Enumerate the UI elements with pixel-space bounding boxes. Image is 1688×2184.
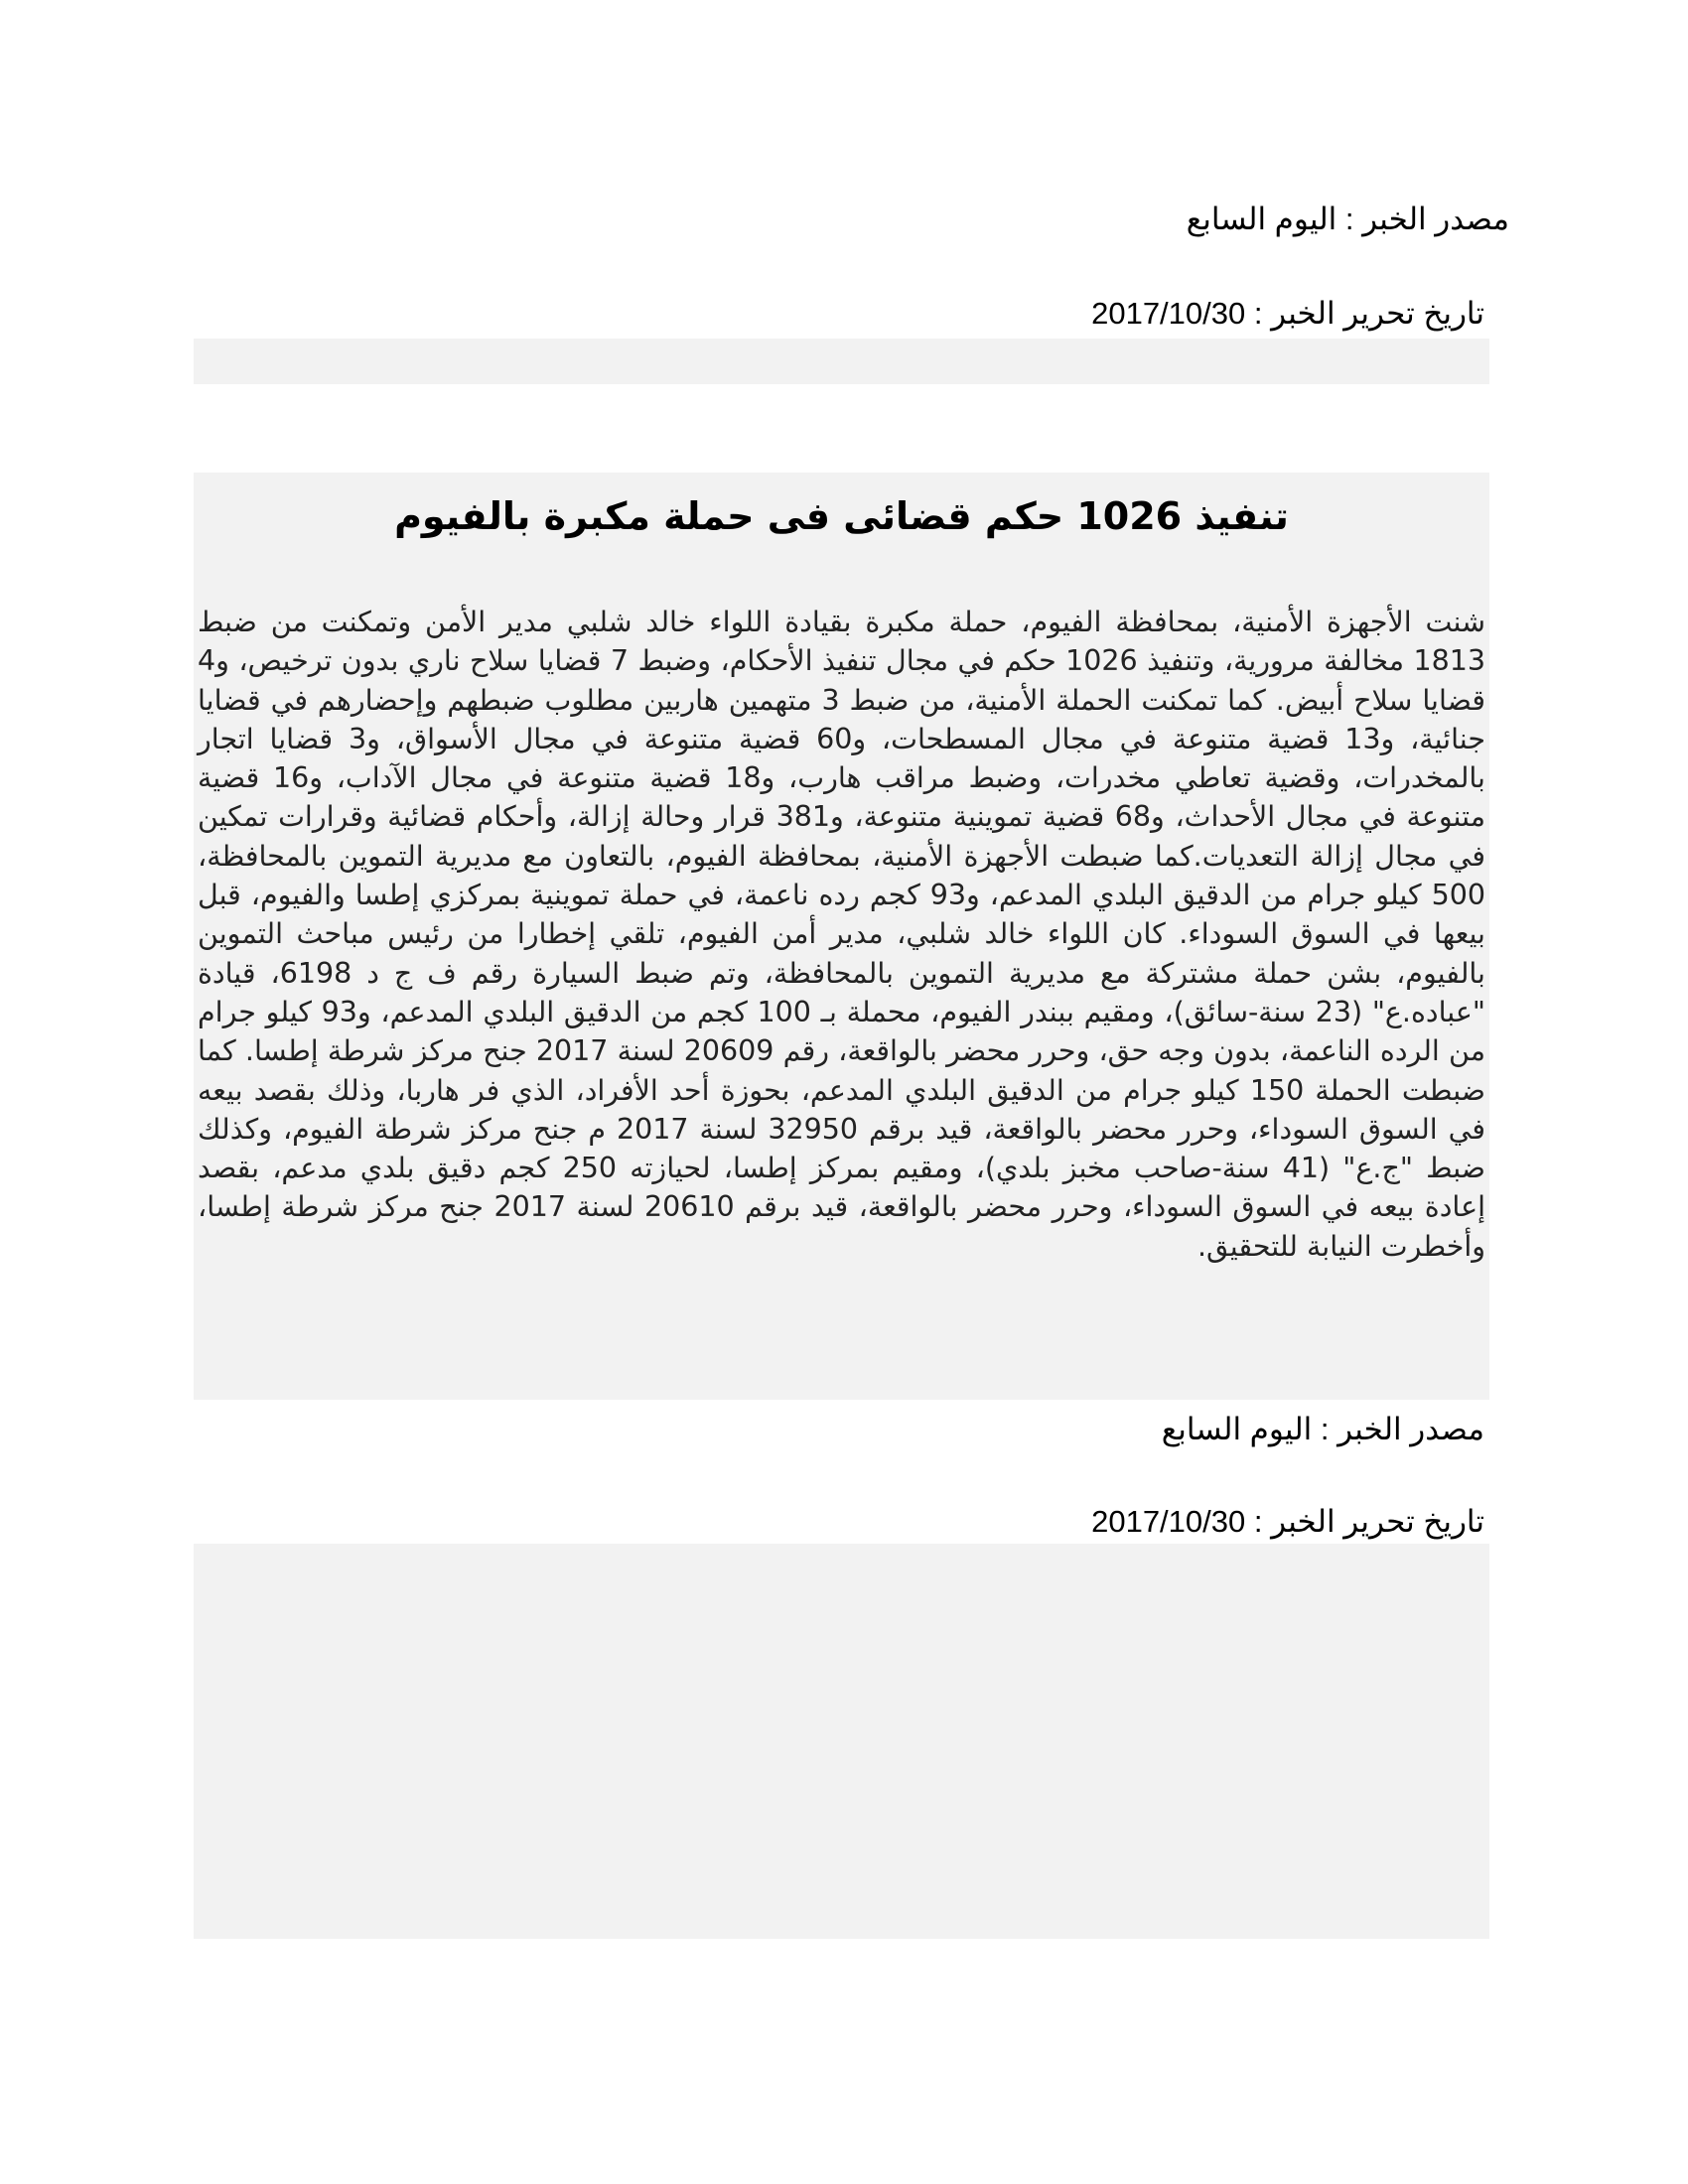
- article-title: تنفيذ 1026 حكم قضائى فى حملة مكبرة بالفيوم: [394, 494, 1289, 538]
- news-source-footer: مصدر الخبر : اليوم السابع: [1161, 1412, 1484, 1446]
- shaded-empty-block: [194, 1544, 1489, 1939]
- shaded-separator: [194, 339, 1489, 384]
- news-date: تاريخ تحرير الخبر : 2017/10/30: [1091, 296, 1484, 331]
- news-source: مصدر الخبر : اليوم السابع: [1186, 202, 1509, 236]
- news-date-footer: تاريخ تحرير الخبر : 2017/10/30: [1091, 1504, 1484, 1539]
- article-block: [194, 473, 1489, 1400]
- article-body: شنت الأجهزة الأمنية، بمحافظة الفيوم، حملة مكبرة بقيادة اللواء خالد شلبي مدير الأمن وتمكنت من ضبط 1813 مخالفة مرورية، وتنفيذ 1026 حكم في مجال تنفيذ الأحكام، وضبط 7 قضايا سلاح ناري بدون ترخيص، و4 قضايا سلاح أبيض. كما تمكنت الحملة الأمنية، من ضبط 3 متهمين هاربين مطلوب ضبطهم وإحضارهم في قضايا جنائية، و13 قضية متنوعة في مجال المسطحات، و60 قضية متنوعة في مجال الأسواق، و3 قضايا اتجار بالمخدرات، وقضية تعاطي مخدرات، وضبط مراقب هارب، و18 قضية متنوعة في مجال الآداب، و16 قضية متنوعة في مجال الأحداث، و68 قضية تموينية متنوعة، و381 قرار وحالة إزالة، وأحكام قضائية وقرارات تمكين في مجال إزالة التعديات.كما ضبطت الأجهزة الأمنية، بمحافظة الفيوم، بالتعاون مع مديرية التموين بالمحافظة، 500 كيلو جرام من الدقيق البلدي المدعم، و93 كجم رده ناعمة، في حملة تموينية بمركزي إطسا والفيوم، قبل بيعها في السوق السوداء. كان اللواء خالد شلبي، مدير أمن الفيوم، تلقي إخطارا من رئيس مباحث التموين بالفيوم، بشن حملة مشتركة مع مديرية التموين بالمحافظة، وتم ضبط السيارة رقم ف ج د 6198، قيادة "عباده.ع" (23 سنة-سائق)، ومقيم ببندر الفيوم، محملة بـ 100 كجم من الدقيق البلدي المدعم، و93 كيلو جرام من الرده الناعمة، بدون وجه حق، وحرر محضر بالواقعة، رقم 20609 لسنة 2017 جنح مركز شرطة إطسا. كما ضبطت الحملة 150 كيلو جرام من الدقيق البلدي المدعم، بحوزة أحد الأفراد، الذي فر هاربا، وذلك بقصد بيعه في السوق السوداء، وحرر محضر بالواقعة، قيد برقم 32950 لسنة 2017 م جنح مركز شرطة الفيوم، وكذلك ضبط "ج.ع" (41 سنة-صاحب مخبز بلدي)، ومقيم بمركز إطسا، لحيازته 250 كجم دقيق بلدي مدعم، بقصد إعادة بيعه في السوق السوداء، وحرر محضر بالواقعة، قيد برقم 20610 لسنة 2017 جنح مركز شرطة إطسا، وأخطرت النيابة للتحقيق.: [198, 606, 1486, 1263]
